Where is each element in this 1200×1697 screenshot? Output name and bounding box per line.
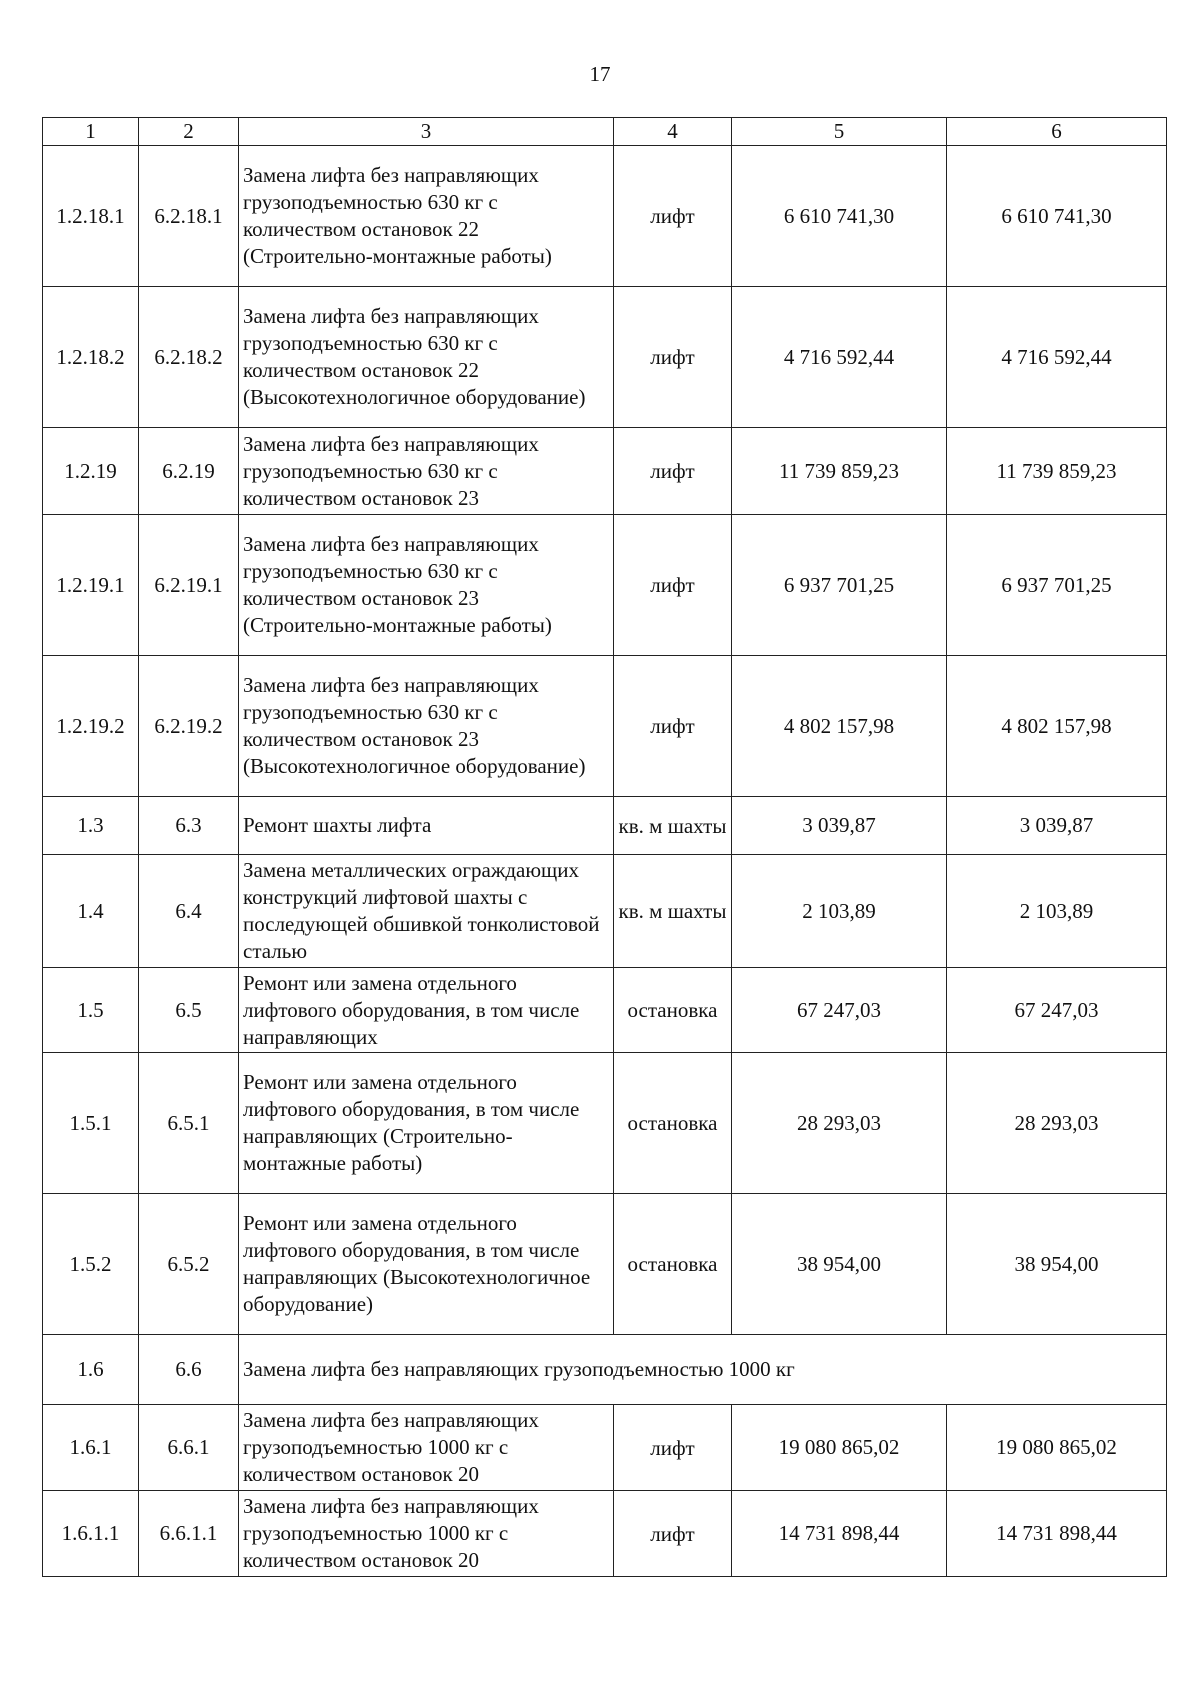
cost-value: 2 103,89 — [732, 855, 947, 968]
item-number: 1.2.19 — [43, 428, 139, 515]
ref-number: 6.3 — [139, 797, 239, 855]
work-description: Замена лифта без направляющих грузоподъемностью 1000 кг с количеством остановок 20 — [239, 1405, 614, 1491]
cost-value: 11 739 859,23 — [732, 428, 947, 515]
page-number: 17 — [589, 62, 611, 86]
ref-number: 6.6.1 — [139, 1405, 239, 1491]
item-number: 1.4 — [43, 855, 139, 968]
cost-value-total: 3 039,87 — [947, 797, 1167, 855]
rates-table — [42, 117, 1167, 1577]
item-number: 1.3 — [43, 797, 139, 855]
unit: кв. м шахты — [614, 797, 732, 855]
ref-number: 6.2.18.2 — [139, 287, 239, 428]
item-number: 1.5.1 — [43, 1053, 139, 1194]
ref-number: 6.2.19 — [139, 428, 239, 515]
work-description: Замена лифта без направляющих грузоподъемностью 630 кг с количеством остановок 23 (Высокотехнологичное оборудование) — [239, 656, 614, 797]
item-number: 1.5.2 — [43, 1194, 139, 1335]
item-number: 1.6 — [43, 1335, 139, 1405]
table-row — [43, 515, 1167, 656]
unit: лифт — [614, 1405, 732, 1491]
table-row — [43, 146, 1167, 287]
cost-value-total: 6 937 701,25 — [947, 515, 1167, 656]
ref-number: 6.2.19.1 — [139, 515, 239, 656]
cost-value: 3 039,87 — [732, 797, 947, 855]
table-row — [43, 1491, 1167, 1577]
ref-number: 6.5.1 — [139, 1053, 239, 1194]
cost-value-total: 14 731 898,44 — [947, 1491, 1167, 1577]
unit: остановка — [614, 1053, 732, 1194]
unit: лифт — [614, 428, 732, 515]
item-number: 1.6.1 — [43, 1405, 139, 1491]
header-col-5: 5 — [732, 118, 947, 146]
ref-number: 6.2.19.2 — [139, 656, 239, 797]
cost-value: 28 293,03 — [732, 1053, 947, 1194]
cost-value: 19 080 865,02 — [732, 1405, 947, 1491]
section-description: Замена лифта без направляющих грузоподъемностью 1000 кг — [239, 1335, 1167, 1405]
unit: остановка — [614, 1194, 732, 1335]
cost-value: 4 802 157,98 — [732, 656, 947, 797]
unit: лифт — [614, 287, 732, 428]
table-row-section — [43, 1335, 1167, 1405]
work-description: Замена лифта без направляющих грузоподъемностью 630 кг с количеством остановок 22 (Высокотехнологичное оборудование) — [239, 287, 614, 428]
header-col-6: 6 — [947, 118, 1167, 146]
unit: остановка — [614, 968, 732, 1053]
table-row — [43, 1053, 1167, 1194]
item-number: 1.2.18.2 — [43, 287, 139, 428]
cost-value-total: 4 802 157,98 — [947, 656, 1167, 797]
unit: лифт — [614, 146, 732, 287]
work-description: Замена лифта без направляющих грузоподъемностью 630 кг с количеством остановок 23 — [239, 428, 614, 515]
table-row — [43, 287, 1167, 428]
table-row — [43, 656, 1167, 797]
cost-value-total: 4 716 592,44 — [947, 287, 1167, 428]
ref-number: 6.5 — [139, 968, 239, 1053]
unit: лифт — [614, 1491, 732, 1577]
work-description: Замена металлических ограждающих конструкций лифтовой шахты с последующей обшивкой тонколистовой сталью — [239, 855, 614, 968]
header-col-4: 4 — [614, 118, 732, 146]
cost-value: 14 731 898,44 — [732, 1491, 947, 1577]
cost-value: 4 716 592,44 — [732, 287, 947, 428]
item-number: 1.2.19.1 — [43, 515, 139, 656]
table-row — [43, 797, 1167, 855]
ref-number: 6.5.2 — [139, 1194, 239, 1335]
work-description: Ремонт или замена отдельного лифтового оборудования, в том числе направляющих (Высокотехнологичное оборудование) — [239, 1194, 614, 1335]
work-description: Замена лифта без направляющих грузоподъемностью 630 кг с количеством остановок 22 (Строительно-монтажные работы) — [239, 146, 614, 287]
item-number: 1.2.19.2 — [43, 656, 139, 797]
table-row — [43, 1194, 1167, 1335]
cost-value-total: 11 739 859,23 — [947, 428, 1167, 515]
cost-value: 6 937 701,25 — [732, 515, 947, 656]
cost-value-total: 38 954,00 — [947, 1194, 1167, 1335]
ref-number: 6.6.1.1 — [139, 1491, 239, 1577]
table-row — [43, 855, 1167, 968]
cost-value: 67 247,03 — [732, 968, 947, 1053]
cost-value-total: 67 247,03 — [947, 968, 1167, 1053]
work-description: Замена лифта без направляющих грузоподъемностью 1000 кг с количеством остановок 20 — [239, 1491, 614, 1577]
cost-value-total: 2 103,89 — [947, 855, 1167, 968]
item-number: 1.6.1.1 — [43, 1491, 139, 1577]
item-number: 1.2.18.1 — [43, 146, 139, 287]
unit: лифт — [614, 656, 732, 797]
header-col-2: 2 — [139, 118, 239, 146]
cost-value: 38 954,00 — [732, 1194, 947, 1335]
table-row — [43, 1405, 1167, 1491]
table-header-row — [43, 118, 1167, 146]
unit: кв. м шахты — [614, 855, 732, 968]
header-col-3: 3 — [239, 118, 614, 146]
cost-value-total: 28 293,03 — [947, 1053, 1167, 1194]
ref-number: 6.2.18.1 — [139, 146, 239, 287]
ref-number: 6.4 — [139, 855, 239, 968]
ref-number: 6.6 — [139, 1335, 239, 1405]
work-description: Ремонт шахты лифта — [239, 797, 614, 855]
work-description: Ремонт или замена отдельного лифтового оборудования, в том числе направляющих (Строительно-монтажные работы) — [239, 1053, 614, 1194]
table-row — [43, 428, 1167, 515]
cost-value: 6 610 741,30 — [732, 146, 947, 287]
cost-value-total: 6 610 741,30 — [947, 146, 1167, 287]
unit: лифт — [614, 515, 732, 656]
cost-value-total: 19 080 865,02 — [947, 1405, 1167, 1491]
header-col-1: 1 — [43, 118, 139, 146]
work-description: Замена лифта без направляющих грузоподъемностью 630 кг с количеством остановок 23 (Строительно-монтажные работы) — [239, 515, 614, 656]
work-description: Ремонт или замена отдельного лифтового оборудования, в том числе направляющих — [239, 968, 614, 1053]
table-row — [43, 968, 1167, 1053]
item-number: 1.5 — [43, 968, 139, 1053]
